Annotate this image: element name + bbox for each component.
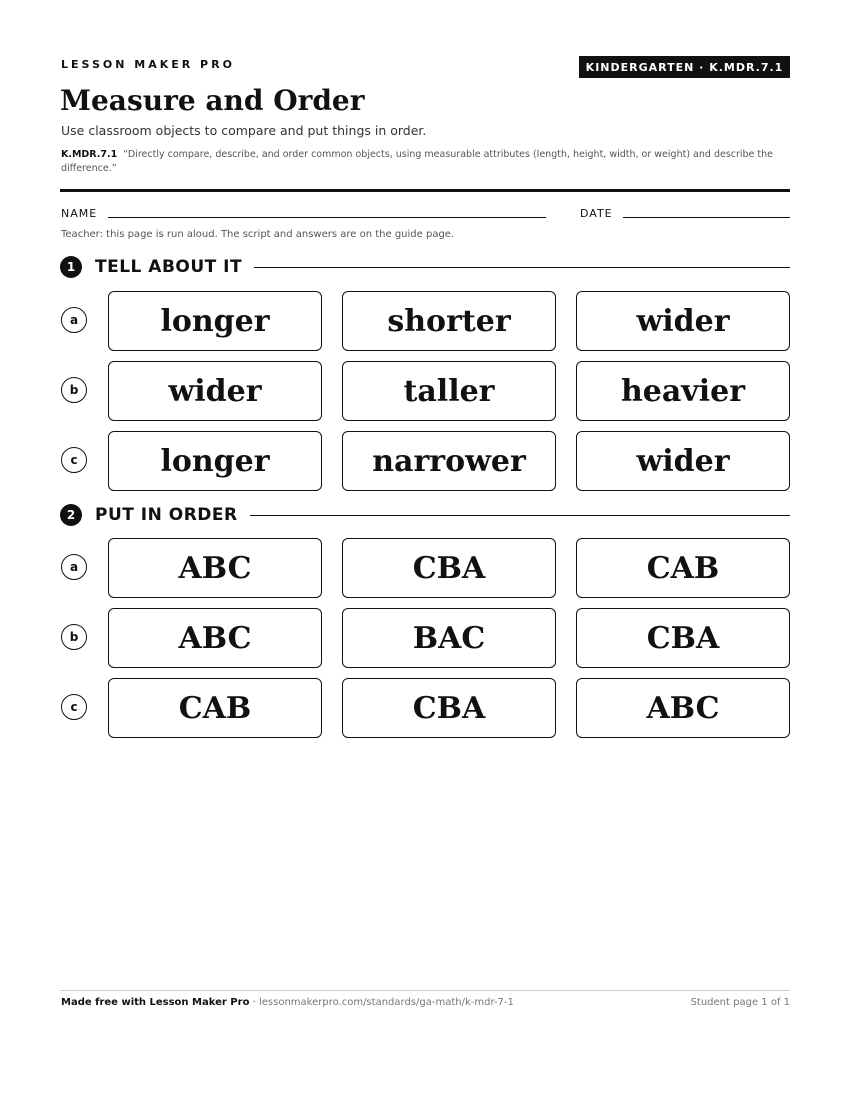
section-header-tell-about-it: [60, 256, 790, 278]
standard-code: K.MDR.7.1: [61, 149, 118, 160]
section-number-badge: 1: [60, 256, 82, 278]
footer-credit: [61, 997, 514, 1008]
row-label-b: b: [61, 377, 87, 403]
row-label-c: c: [61, 694, 87, 720]
answer-card[interactable]: longer: [108, 291, 322, 351]
footer-url[interactable]: · lessonmakerpro.com/standards/ga-math/k-mdr-7-1: [249, 997, 514, 1008]
answer-card[interactable]: longer: [108, 431, 322, 491]
answer-card[interactable]: taller: [342, 361, 556, 421]
answer-card[interactable]: wider: [576, 431, 790, 491]
answer-card[interactable]: ABC: [108, 538, 322, 598]
section-title: TELL ABOUT IT: [95, 257, 243, 277]
row-label-c: c: [61, 447, 87, 473]
section-rule: [250, 515, 790, 516]
answer-card[interactable]: shorter: [342, 291, 556, 351]
answer-card[interactable]: CAB: [576, 538, 790, 598]
answer-card[interactable]: CBA: [342, 678, 556, 738]
date-label: DATE: [580, 207, 613, 220]
row-label-b: b: [61, 624, 87, 650]
section-number-badge: 2: [60, 504, 82, 526]
section-rule: [254, 267, 790, 268]
grade-standard-badge: KINDERGARTEN · K.MDR.7.1: [579, 56, 790, 78]
standard-description: [61, 148, 793, 176]
page-title: Measure and Order: [60, 84, 365, 117]
section-header-put-in-order: [60, 504, 790, 526]
row-label-a: a: [61, 554, 87, 580]
name-field[interactable]: [108, 217, 546, 218]
teacher-note: Teacher: this page is run aloud. The script and answers are on the guide page.: [61, 229, 455, 240]
footer-made-with: Made free with Lesson Maker Pro: [61, 997, 250, 1008]
answer-card[interactable]: ABC: [576, 678, 790, 738]
footer-divider: [60, 990, 790, 991]
name-label: NAME: [61, 207, 98, 220]
answer-card[interactable]: BAC: [342, 608, 556, 668]
answer-card[interactable]: CBA: [576, 608, 790, 668]
header-divider: [60, 189, 790, 192]
answer-card[interactable]: ABC: [108, 608, 322, 668]
answer-card[interactable]: CAB: [108, 678, 322, 738]
standard-text: “Directly compare, describe, and order common objects, using measurable attributes (length, height, width, or weight) and describe the difference.”: [61, 149, 774, 174]
footer-page-number: Student page 1 of 1: [690, 997, 790, 1008]
row-label-a: a: [61, 307, 87, 333]
date-field[interactable]: [623, 217, 790, 218]
page-subtitle: Use classroom objects to compare and put things in order.: [61, 123, 427, 138]
answer-card[interactable]: wider: [576, 291, 790, 351]
section-title: PUT IN ORDER: [95, 505, 238, 525]
brand-name: LESSON MAKER PRO: [61, 58, 235, 71]
answer-card[interactable]: narrower: [342, 431, 556, 491]
answer-card[interactable]: CBA: [342, 538, 556, 598]
answer-card[interactable]: wider: [108, 361, 322, 421]
answer-card[interactable]: heavier: [576, 361, 790, 421]
